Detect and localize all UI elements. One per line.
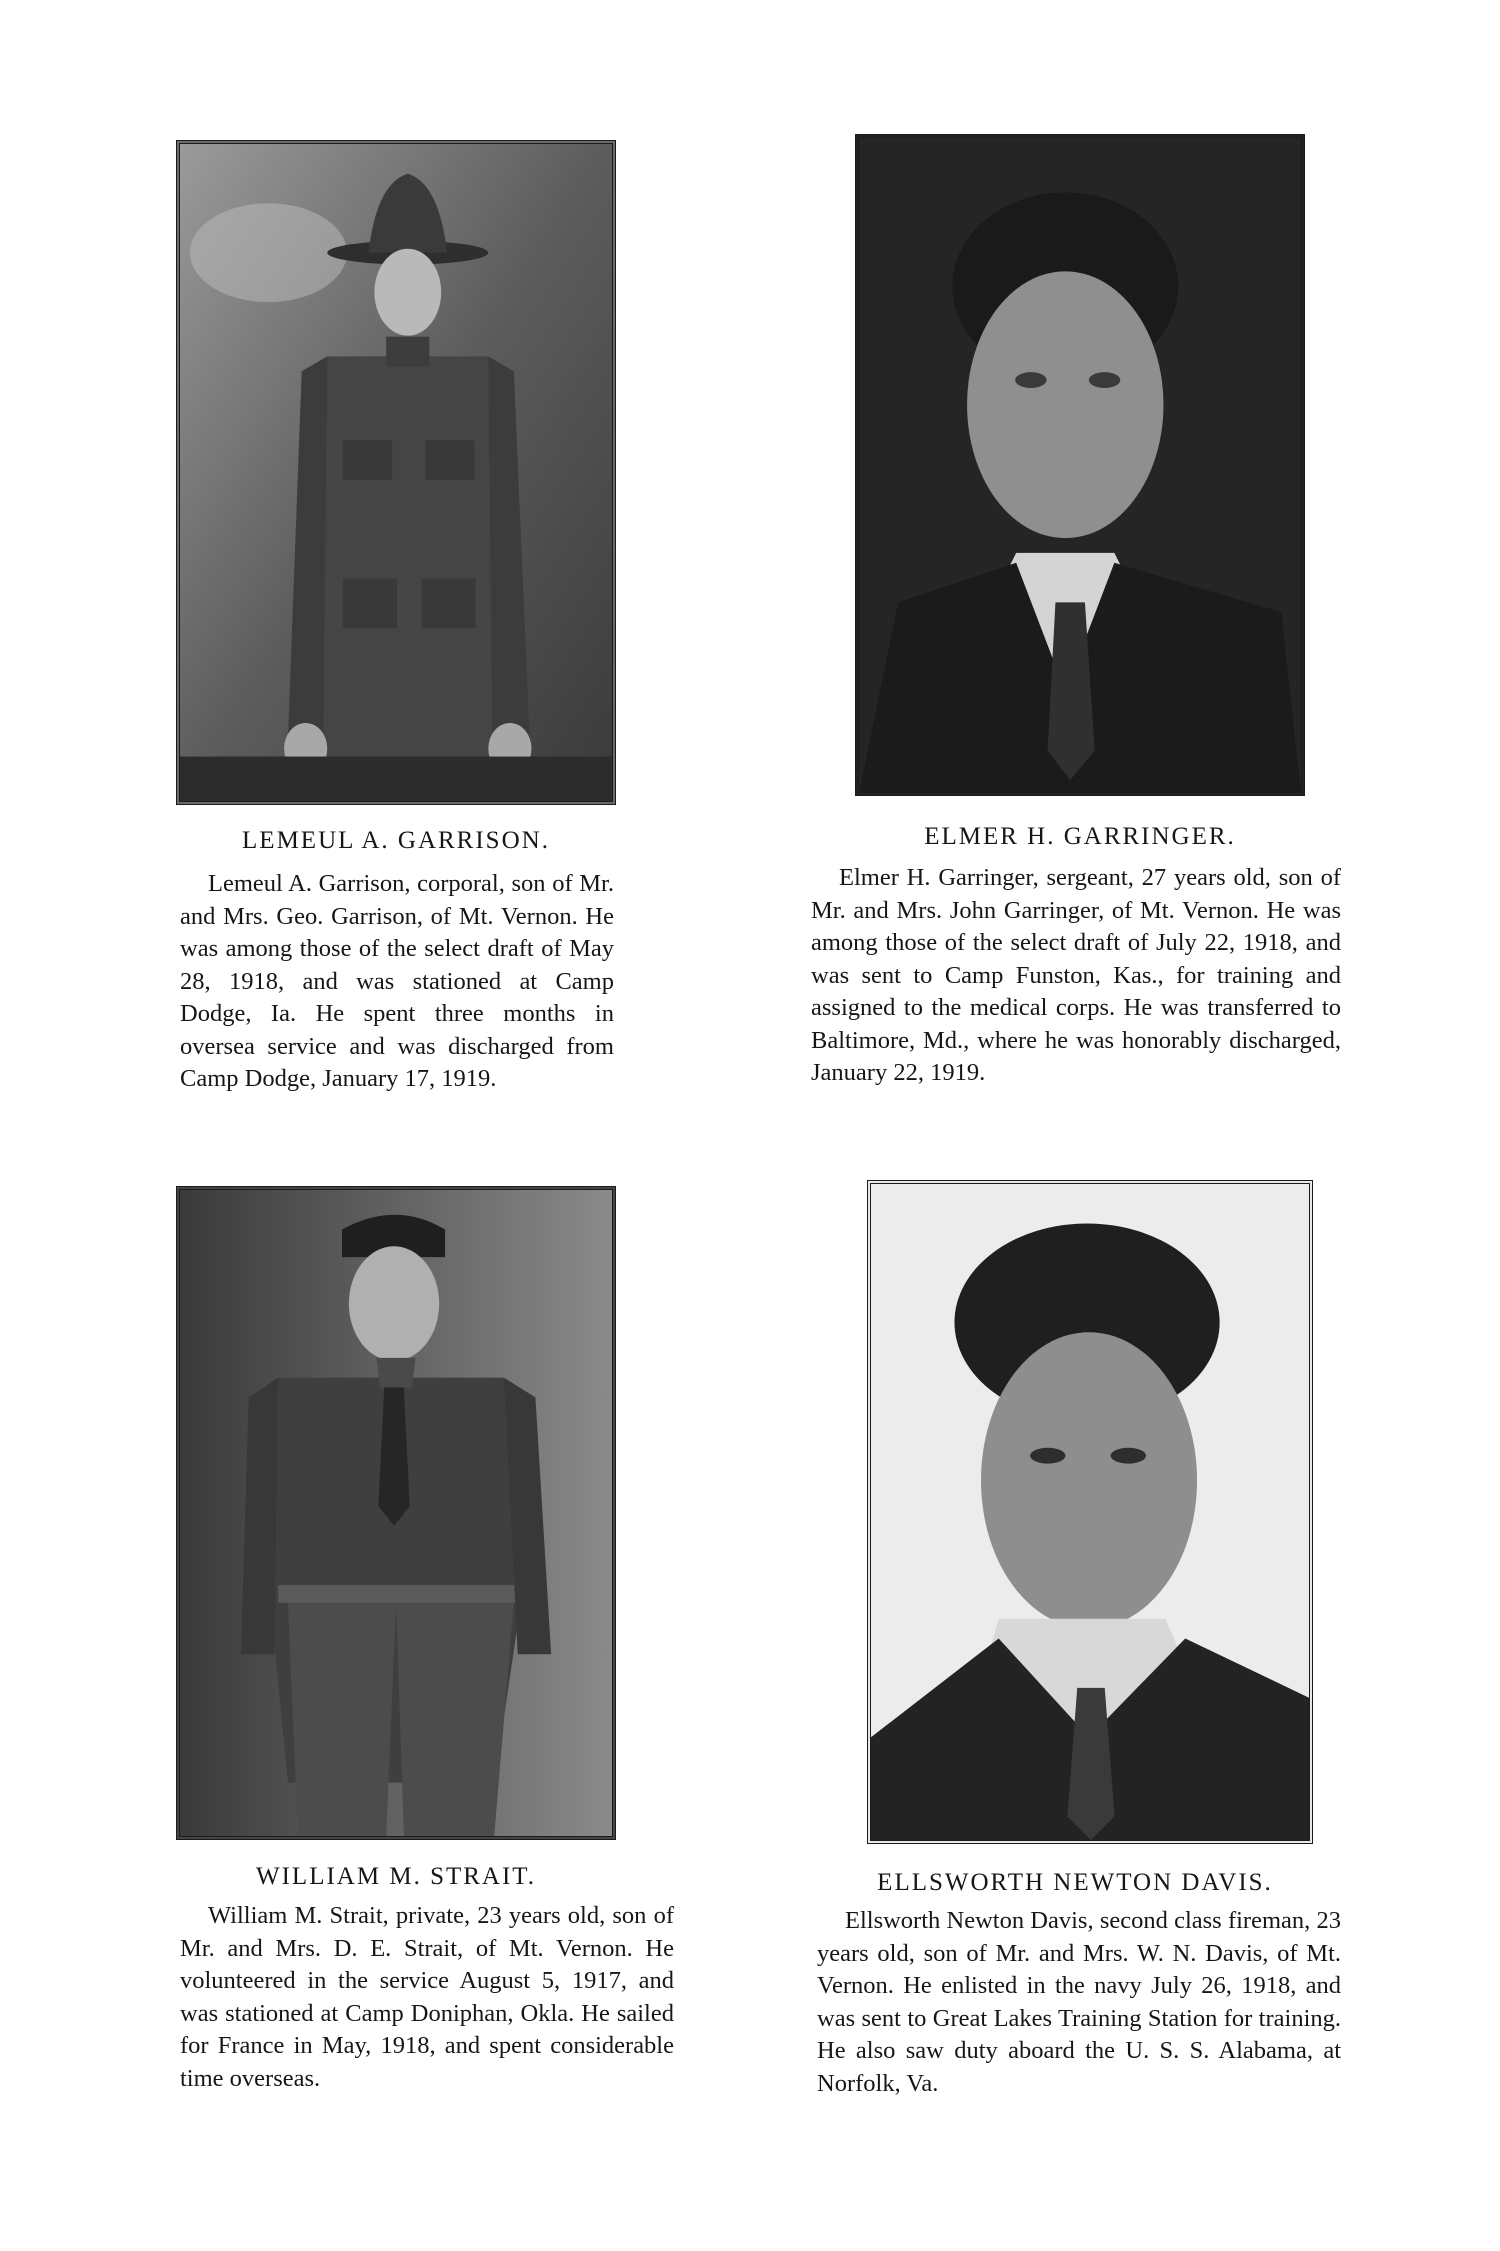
portrait-william-strait-image bbox=[180, 1190, 612, 1836]
heading-lemeul-garrison: LEMEUL A. GARRISON. bbox=[242, 827, 550, 854]
bio-ellsworth-davis: Ellsworth Newton Davis, second class fireman, 23 years old, son of Mr. and Mrs. W. N. Davis, of Mt. Vernon. He enlisted in the navy July 26, 1918, and was sent to Great Lakes Training Station for training. He also saw duty aboard the U. S. S. Alabama, at Norfolk, Va. bbox=[817, 1907, 1341, 2097]
portrait-ellsworth-davis bbox=[867, 1180, 1313, 1844]
portrait-elmer-garringer bbox=[855, 134, 1305, 796]
heading-ellsworth-davis: ELLSWORTH NEWTON DAVIS. bbox=[877, 1869, 1273, 1896]
portrait-lemeul-garrison-image bbox=[180, 144, 612, 801]
bio-elmer-garringer: Elmer H. Garringer, sergeant, 27 years old, son of Mr. and Mrs. John Garringer, of Mt. Vernon. He was among those of the select draft of July 22, 1918, and was sent to Camp Funston, Kas., for training and assigned to the medical corps. He was transferred to Baltimore, Md., where he was honorably discharged, January 22, 1919. bbox=[811, 864, 1341, 1086]
bio-lemeul-garrison: Lemeul A. Garrison, corporal, son of Mr. and Mrs. Geo. Garrison, of Mt. Vernon. He was among those of the select draft of May 28, 1918, and was stationed at Camp Dodge, Ia. He spent three months in oversea service and was discharged from Camp Dodge, January 17, 1919. bbox=[180, 870, 614, 1092]
bio-william-strait: William M. Strait, private, 23 years old, son of Mr. and Mrs. D. E. Strait, of Mt. Vernon. He volunteered in the service August 5, 1917, and was stationed at Camp Doniphan, Okla. He sailed for France in May, 1918, and spent considerable time overseas. bbox=[180, 1902, 674, 2092]
heading-elmer-garringer: ELMER H. GARRINGER. bbox=[924, 823, 1236, 850]
heading-william-strait: WILLIAM M. STRAIT. bbox=[256, 1863, 536, 1890]
portrait-william-strait bbox=[176, 1186, 616, 1840]
portrait-lemeul-garrison bbox=[176, 140, 616, 805]
portrait-ellsworth-davis-image bbox=[871, 1184, 1309, 1840]
portrait-elmer-garringer-image bbox=[859, 138, 1301, 792]
